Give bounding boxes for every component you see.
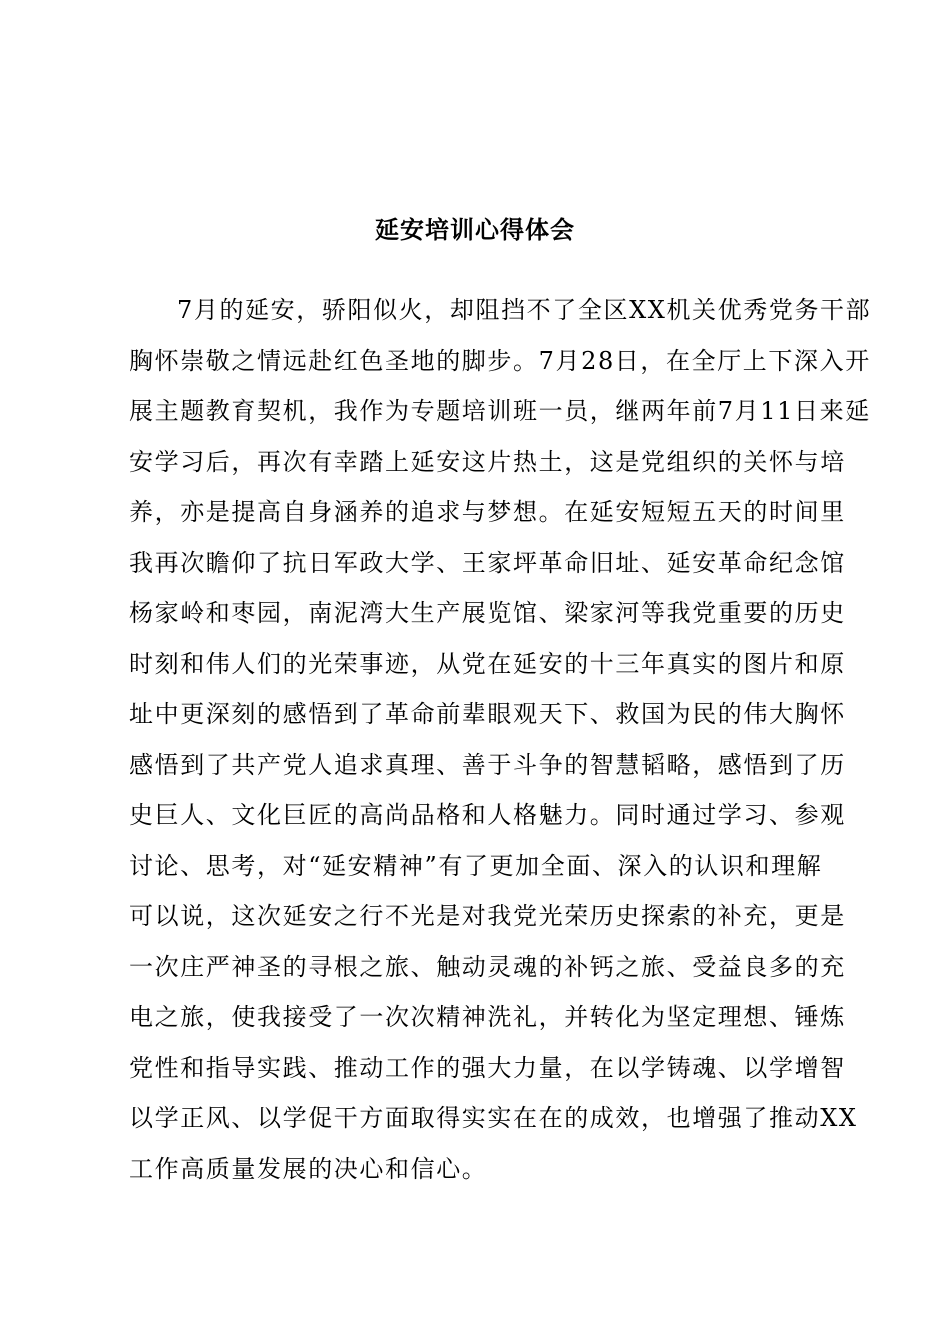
body-line: 党性和指导实践、推动工作的强大力量，在以学铸魂、以学增智 xyxy=(129,1053,846,1082)
body-line: 胸怀崇敬之情远赴红色圣地的脚步。7月28日，在全厅上下深入开 xyxy=(129,346,871,375)
body-line: 安学习后，再次有幸踏上延安这片热土，这是党组织的关怀与培 xyxy=(129,447,846,476)
body-line: 讨论、思考，对“延安精神”有了更加全面、深入的认识和理解 xyxy=(129,851,823,880)
body-line: 可以说，这次延安之行不光是对我党光荣历史探索的补充，更是 xyxy=(129,902,846,930)
document-title: 延安培训心得体会 xyxy=(375,215,575,244)
body-line: 时刻和伟人们的光荣事迹，从党在延安的十三年真实的图片和原 xyxy=(129,649,846,678)
body-line: 展主题教育契机，我作为专题培训班一员，继两年前7月11日来延 xyxy=(129,397,871,425)
body-line: 工作高质量发展的决心和信心。 xyxy=(129,1154,488,1183)
document-body xyxy=(129,285,872,1194)
body-line: 感悟到了共产党人追求真理、善于斗争的智慧韬略，感悟到了历 xyxy=(129,750,846,779)
body-line: 一次庄严神圣的寻根之旅、触动灵魂的补钙之旅、受益良多的充 xyxy=(129,952,846,981)
body-line: 我再次瞻仰了抗日军政大学、王家坪革命旧址、延安革命纪念馆 xyxy=(129,548,846,577)
body-line: 史巨人、文化巨匠的高尚品格和人格魅力。同时通过学习、参观 xyxy=(129,801,846,829)
body-line: 7月的延安，骄阳似火，却阻挡不了全区XX机关优秀党务干部 xyxy=(177,296,872,324)
body-line: 杨家岭和枣园，南泥湾大生产展览馆、梁家河等我党重要的历史 xyxy=(129,599,846,627)
body-line: 电之旅，使我接受了一次次精神洗礼，并转化为坚定理想、锤炼 xyxy=(129,1003,846,1031)
body-line: 以学正风、以学促干方面取得实实在在的成效，也增强了推动XX xyxy=(129,1104,858,1132)
body-line: 址中更深刻的感悟到了革命前辈眼观天下、救国为民的伟大胸怀 xyxy=(129,700,846,728)
body-line: 养，亦是提高自身涵养的追求与梦想。在延安短短五天的时间里 xyxy=(129,498,846,526)
